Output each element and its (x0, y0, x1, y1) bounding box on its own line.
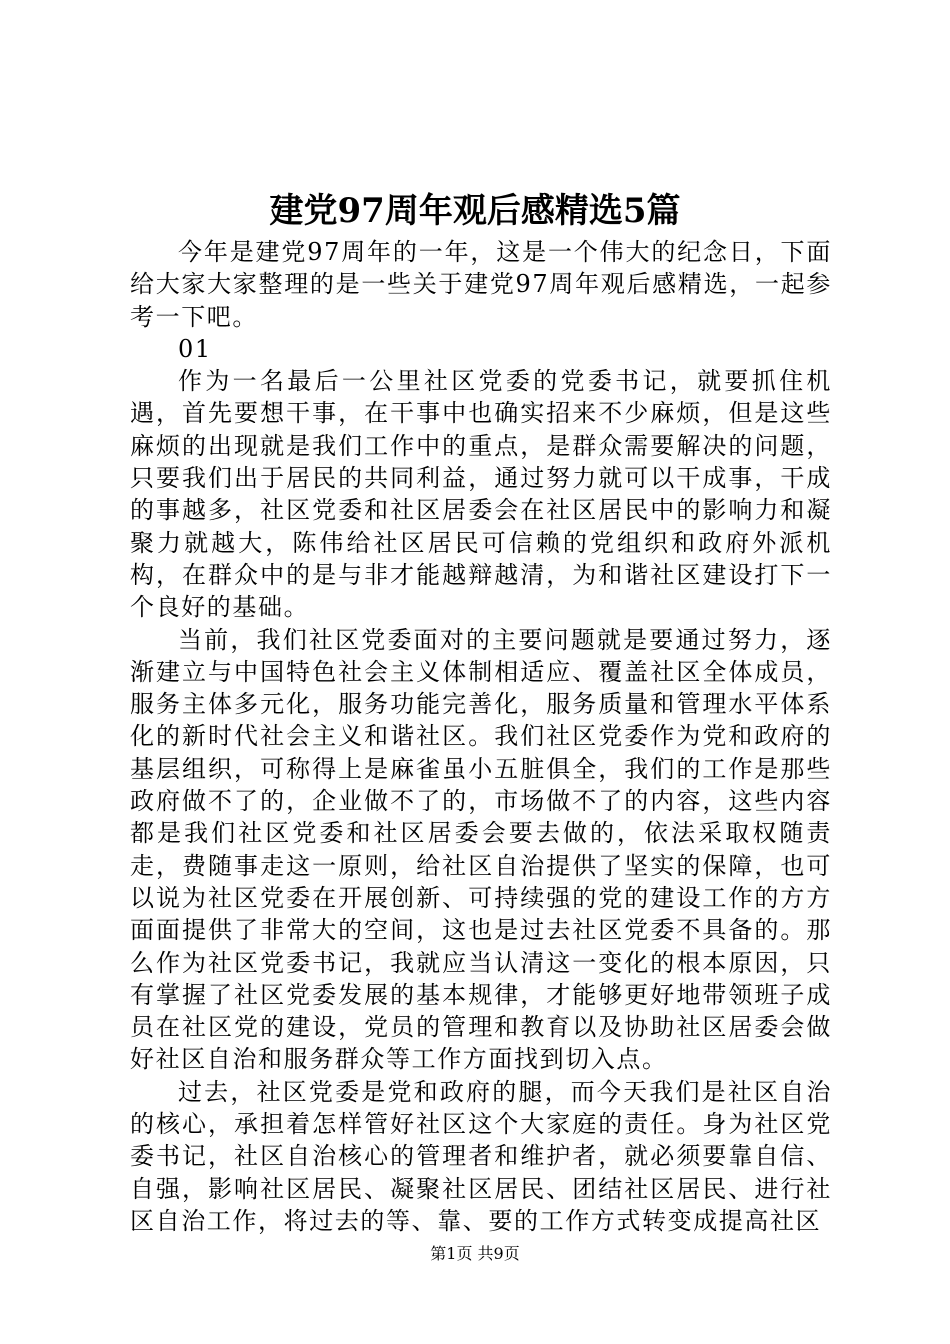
body-paragraph: 当前，我们社区党委面对的主要问题就是要通过努力，逐渐建立与中国特色社会主义体制相适应、覆盖社区全体成员，服务主体多元化，服务功能完善化，服务质量和管理水平体系化的新时代社会主义和谐社区。我们社区党委作为党和政府的基层组织，可称得上是麻雀虽小五脏俱全，我们的工作是那些政府做不了的，企业做不了的，市场做不了的内容，这些内容都是我们社区党委和社区居委会要去做的，依法采取权随责走，费随事走这一原则，给社区自治提供了坚实的保障，也可以说为社区党委在开展创新、可持续强的党的建设工作的方方面面提供了非常大的空间，这也是过去社区党委不具备的。那么作为社区党委书记，我就应当认清这一变化的根本原因，只有掌握了社区党委发展的基本规律，才能够更好地带领班子成员在社区党的建设，党员的管理和教育以及协助社区居委会做好社区自治和服务群众等工作方面找到切入点。 (130, 625, 832, 1074)
body-paragraph: 作为一名最后一公里社区党委的党委书记，就要抓住机遇，首先要想干事，在干事中也确实招来不少麻烦，但是这些麻烦的出现就是我们工作中的重点，是群众需要解决的问题，只要我们出于居民的共同利益，通过努力就可以干成事，干成的事越多，社区党委和社区居委会在社区居民中的影响力和凝聚力就越大，陈伟给社区居民可信赖的党组织和政府外派机构，在群众中的是与非才能越辩越清，为和谐社区建设打下一个良好的基础。 (130, 367, 832, 622)
section-number: 01 (178, 334, 212, 363)
page-footer: 第1页 共9页 (430, 1244, 520, 1263)
intro-paragraph: 今年是建党97周年的一年，这是一个伟大的纪念日，下面给大家大家整理的是一些关于建党97周年观后感精选，一起参考一下吧。 (130, 238, 832, 331)
document-body (130, 236, 832, 1237)
document-title: 建党97周年观后感精选5篇 (269, 191, 681, 231)
body-paragraph: 过去，社区党委是党和政府的腿，而今天我们是社区自治的核心，承担着怎样管好社区这个大家庭的责任。身为社区党委书记，社区自治核心的管理者和维护者，就必须要靠自信、自强，影响社区居民、凝聚社区居民、团结社区居民、进行社区自治工作，将过去的等、靠、要的工作方式转变成提高社区 (130, 1077, 832, 1235)
